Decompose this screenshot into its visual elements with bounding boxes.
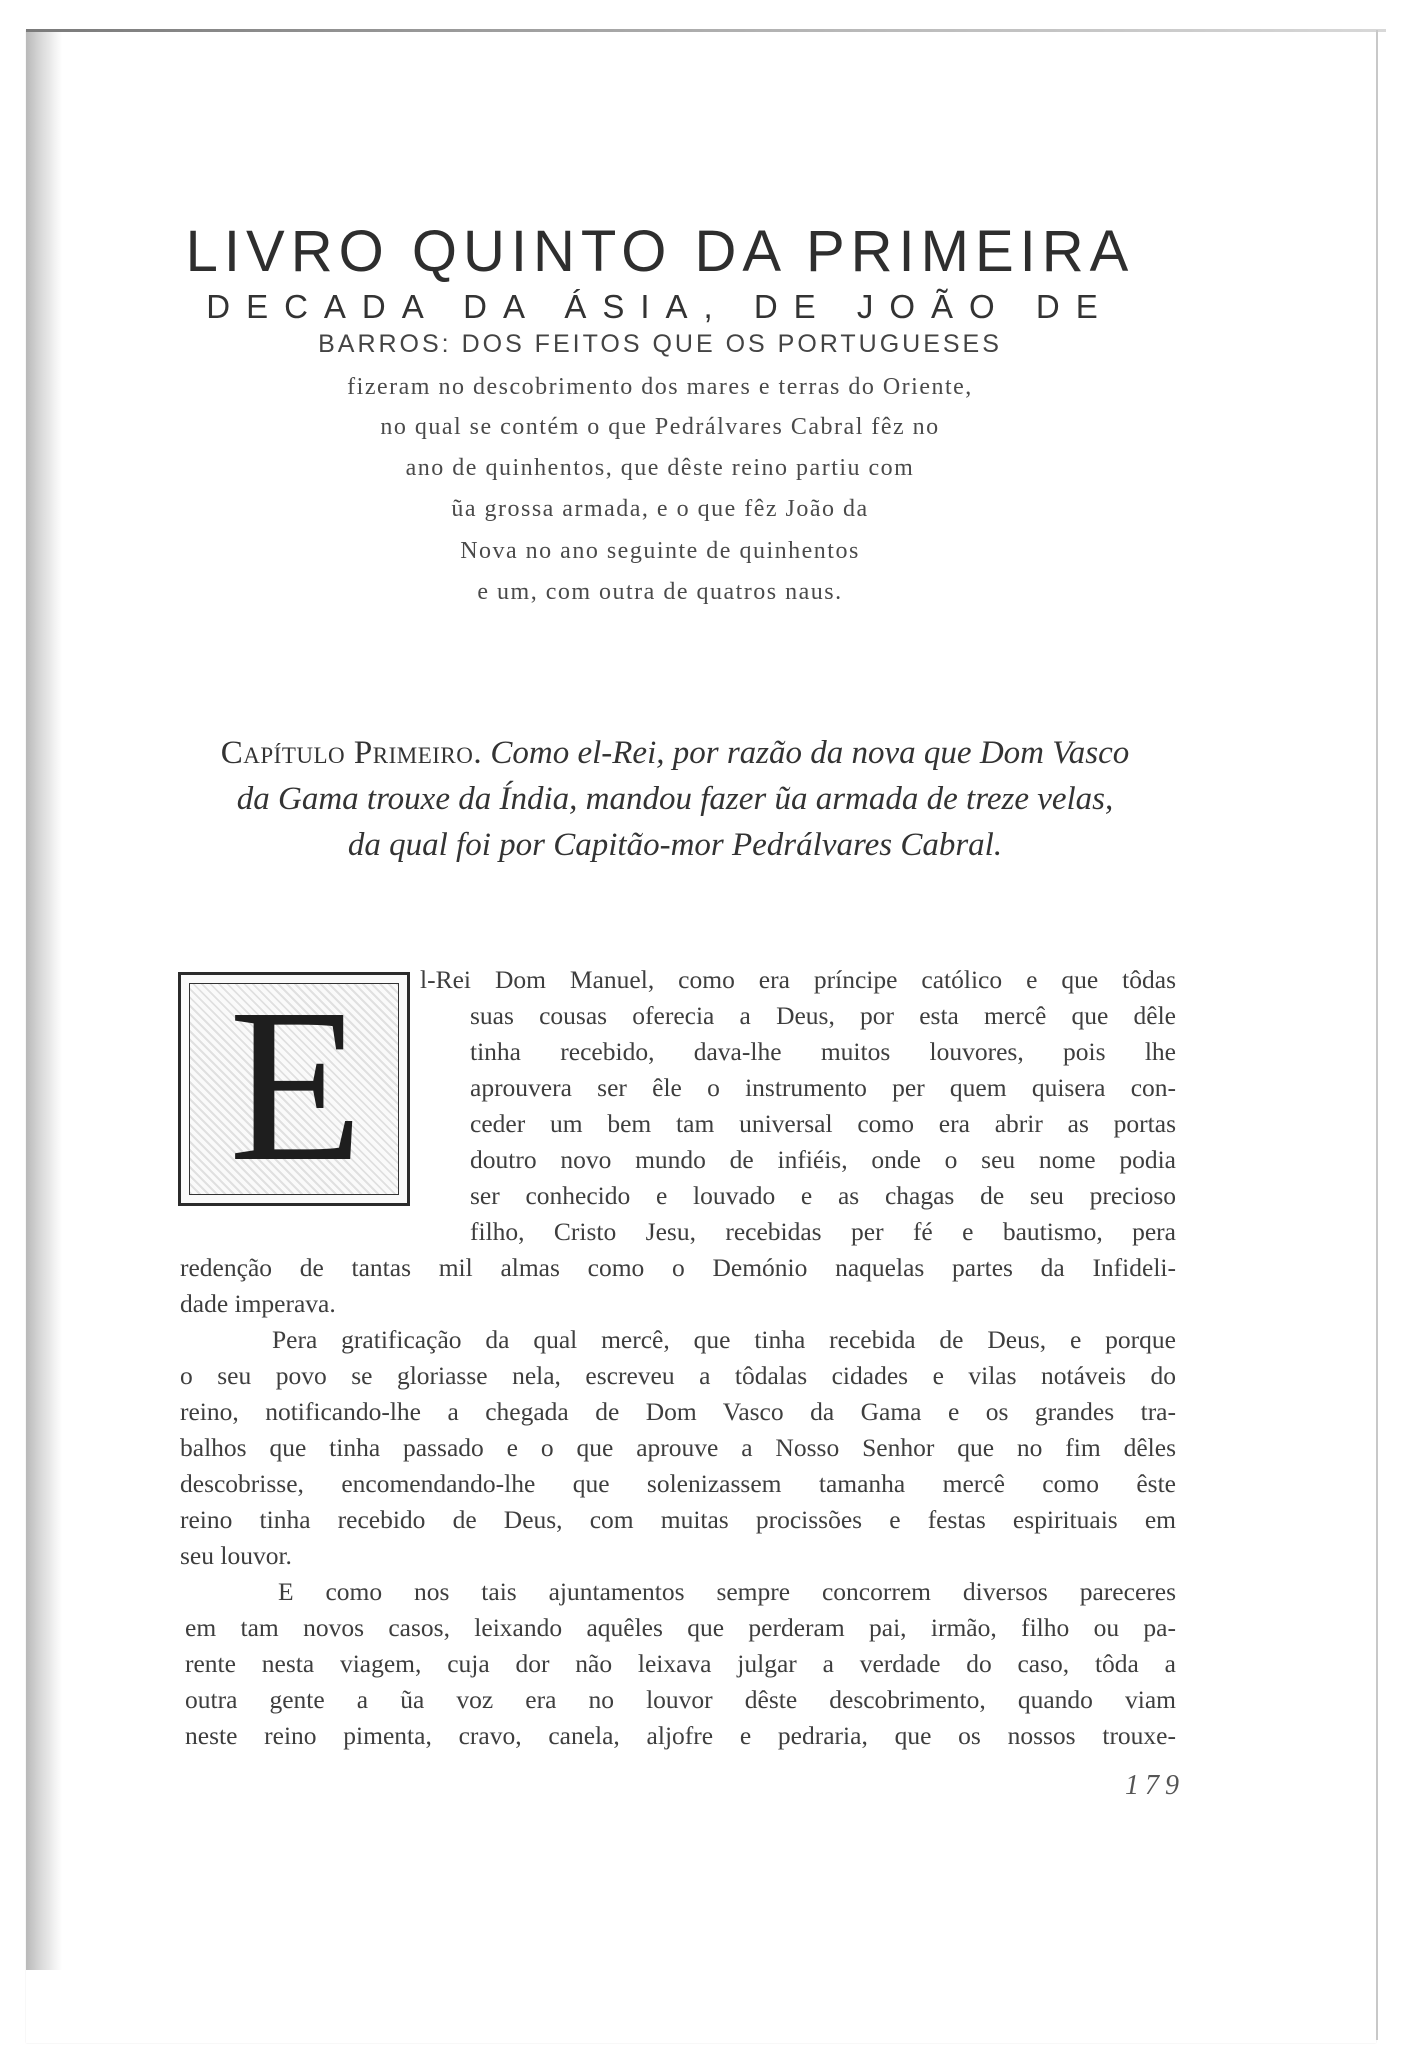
chapter-description-line-2: da Gama trouxe da Índia, mandou fazer ũa armada de treze velas, bbox=[236, 781, 1114, 817]
chapter-description-line-1: Como el-Rei, por razão da nova que Dom Vasco bbox=[490, 735, 1130, 771]
subtitle-line: ũa grossa armada, e o que fêz João da bbox=[451, 496, 869, 522]
initial-letter: E bbox=[228, 963, 364, 1207]
paragraph-1-line: redenção de tantas mil almas como o Demónio naquelas partes da Infideli- bbox=[180, 1253, 1176, 1282]
paragraph-2-line: o seu povo se gloriasse nela, escreveu a tôdalas cidades e vilas notáveis do bbox=[180, 1361, 1176, 1390]
chapter-heading bbox=[175, 730, 1175, 868]
paragraph-1-line: dade imperava. bbox=[180, 1289, 336, 1318]
scan-top-edge bbox=[26, 29, 1386, 32]
book-title-line-3: BARROS: DOS FEITOS QUE OS PORTUGUESES bbox=[318, 330, 1002, 358]
subtitle-line: ano de quinhentos, que dêste reino partiu com bbox=[405, 455, 915, 481]
paragraph-1-line: ser conhecido e louvado e as chagas de seu precioso bbox=[470, 1181, 1176, 1210]
subtitle-line: e um, com outra de quatros naus. bbox=[477, 579, 843, 605]
page-number: 179 bbox=[1125, 1770, 1185, 1801]
paragraph-1-line: doutro novo mundo de infiéis, onde o seu nome podia bbox=[470, 1145, 1176, 1174]
paragraph-2-line: Pera gratificação da qual mercê, que tinha recebida de Deus, e porque bbox=[272, 1325, 1176, 1354]
book-title-line-1: LIVRO QUINTO DA PRIMEIRA bbox=[185, 219, 1135, 284]
decorated-initial bbox=[178, 963, 410, 1207]
paragraph-3-line: outra gente a ũa voz era no louvor dêste descobrimento, quando viam bbox=[185, 1685, 1176, 1714]
subtitle-line: no qual se contém o que Pedrálvares Cabral fêz no bbox=[380, 414, 940, 440]
paragraph-2-line: descobrisse, encomendando-lhe que solenizassem tamanha mercê como êste bbox=[180, 1469, 1176, 1498]
paragraph-1-line: filho, Cristo Jesu, recebidas per fé e bautismo, pera bbox=[470, 1217, 1176, 1246]
subtitle-line: fizeram no descobrimento dos mares e terras do Oriente, bbox=[347, 374, 973, 400]
paragraph-1-line: tinha recebido, dava-lhe muitos louvores, pois lhe bbox=[470, 1037, 1176, 1066]
chapter-label: Capítulo Primeiro. bbox=[220, 735, 483, 771]
paragraph-2-line: reino tinha recebido de Deus, com muitas procissões e festas espirituais em bbox=[180, 1505, 1176, 1534]
paragraph-3-line: E como nos tais ajuntamentos sempre concorrem diversos pareceres bbox=[278, 1577, 1176, 1606]
paragraph-2-line: seu louvor. bbox=[180, 1541, 292, 1570]
paragraph-2-line: reino, notificando-lhe a chegada de Dom Vasco da Gama e os grandes tra- bbox=[180, 1397, 1176, 1426]
paragraph-1-line: aprouvera ser êle o instrumento per quem quisera con- bbox=[470, 1073, 1176, 1102]
paragraph-1-line: l-Rei Dom Manuel, como era príncipe católico e que tôdas bbox=[420, 965, 1176, 994]
paragraph-1-line: ceder um bem tam universal como era abrir as portas bbox=[470, 1109, 1176, 1138]
paragraph-3-line: em tam novos casos, leixando aquêles que perderam pai, irmão, filho ou pa- bbox=[185, 1613, 1176, 1642]
scan-right-edge bbox=[1376, 30, 1378, 2040]
chapter-description-line-3: da qual foi por Capitão-mor Pedrálvares Cabral. bbox=[347, 827, 1003, 863]
scan-edge-shadow bbox=[26, 30, 62, 1970]
subtitle-line: Nova no ano seguinte de quinhentos bbox=[460, 538, 860, 564]
paragraph-3-line: rente nesta viagem, cuja dor não leixava julgar a verdade do caso, tôda a bbox=[185, 1649, 1176, 1678]
paragraph-1-line: suas cousas oferecia a Deus, por esta mercê que dêle bbox=[470, 1001, 1176, 1030]
paragraph-3-line: neste reino pimenta, cravo, canela, aljofre e pedraria, que os nossos trouxe- bbox=[185, 1721, 1176, 1750]
book-title-line-2: DECADA DA ÁSIA, DE JOÃO DE bbox=[206, 288, 1114, 325]
paragraph-2-line: balhos que tinha passado e o que aprouve a Nosso Senhor que no fim dêles bbox=[180, 1433, 1176, 1462]
